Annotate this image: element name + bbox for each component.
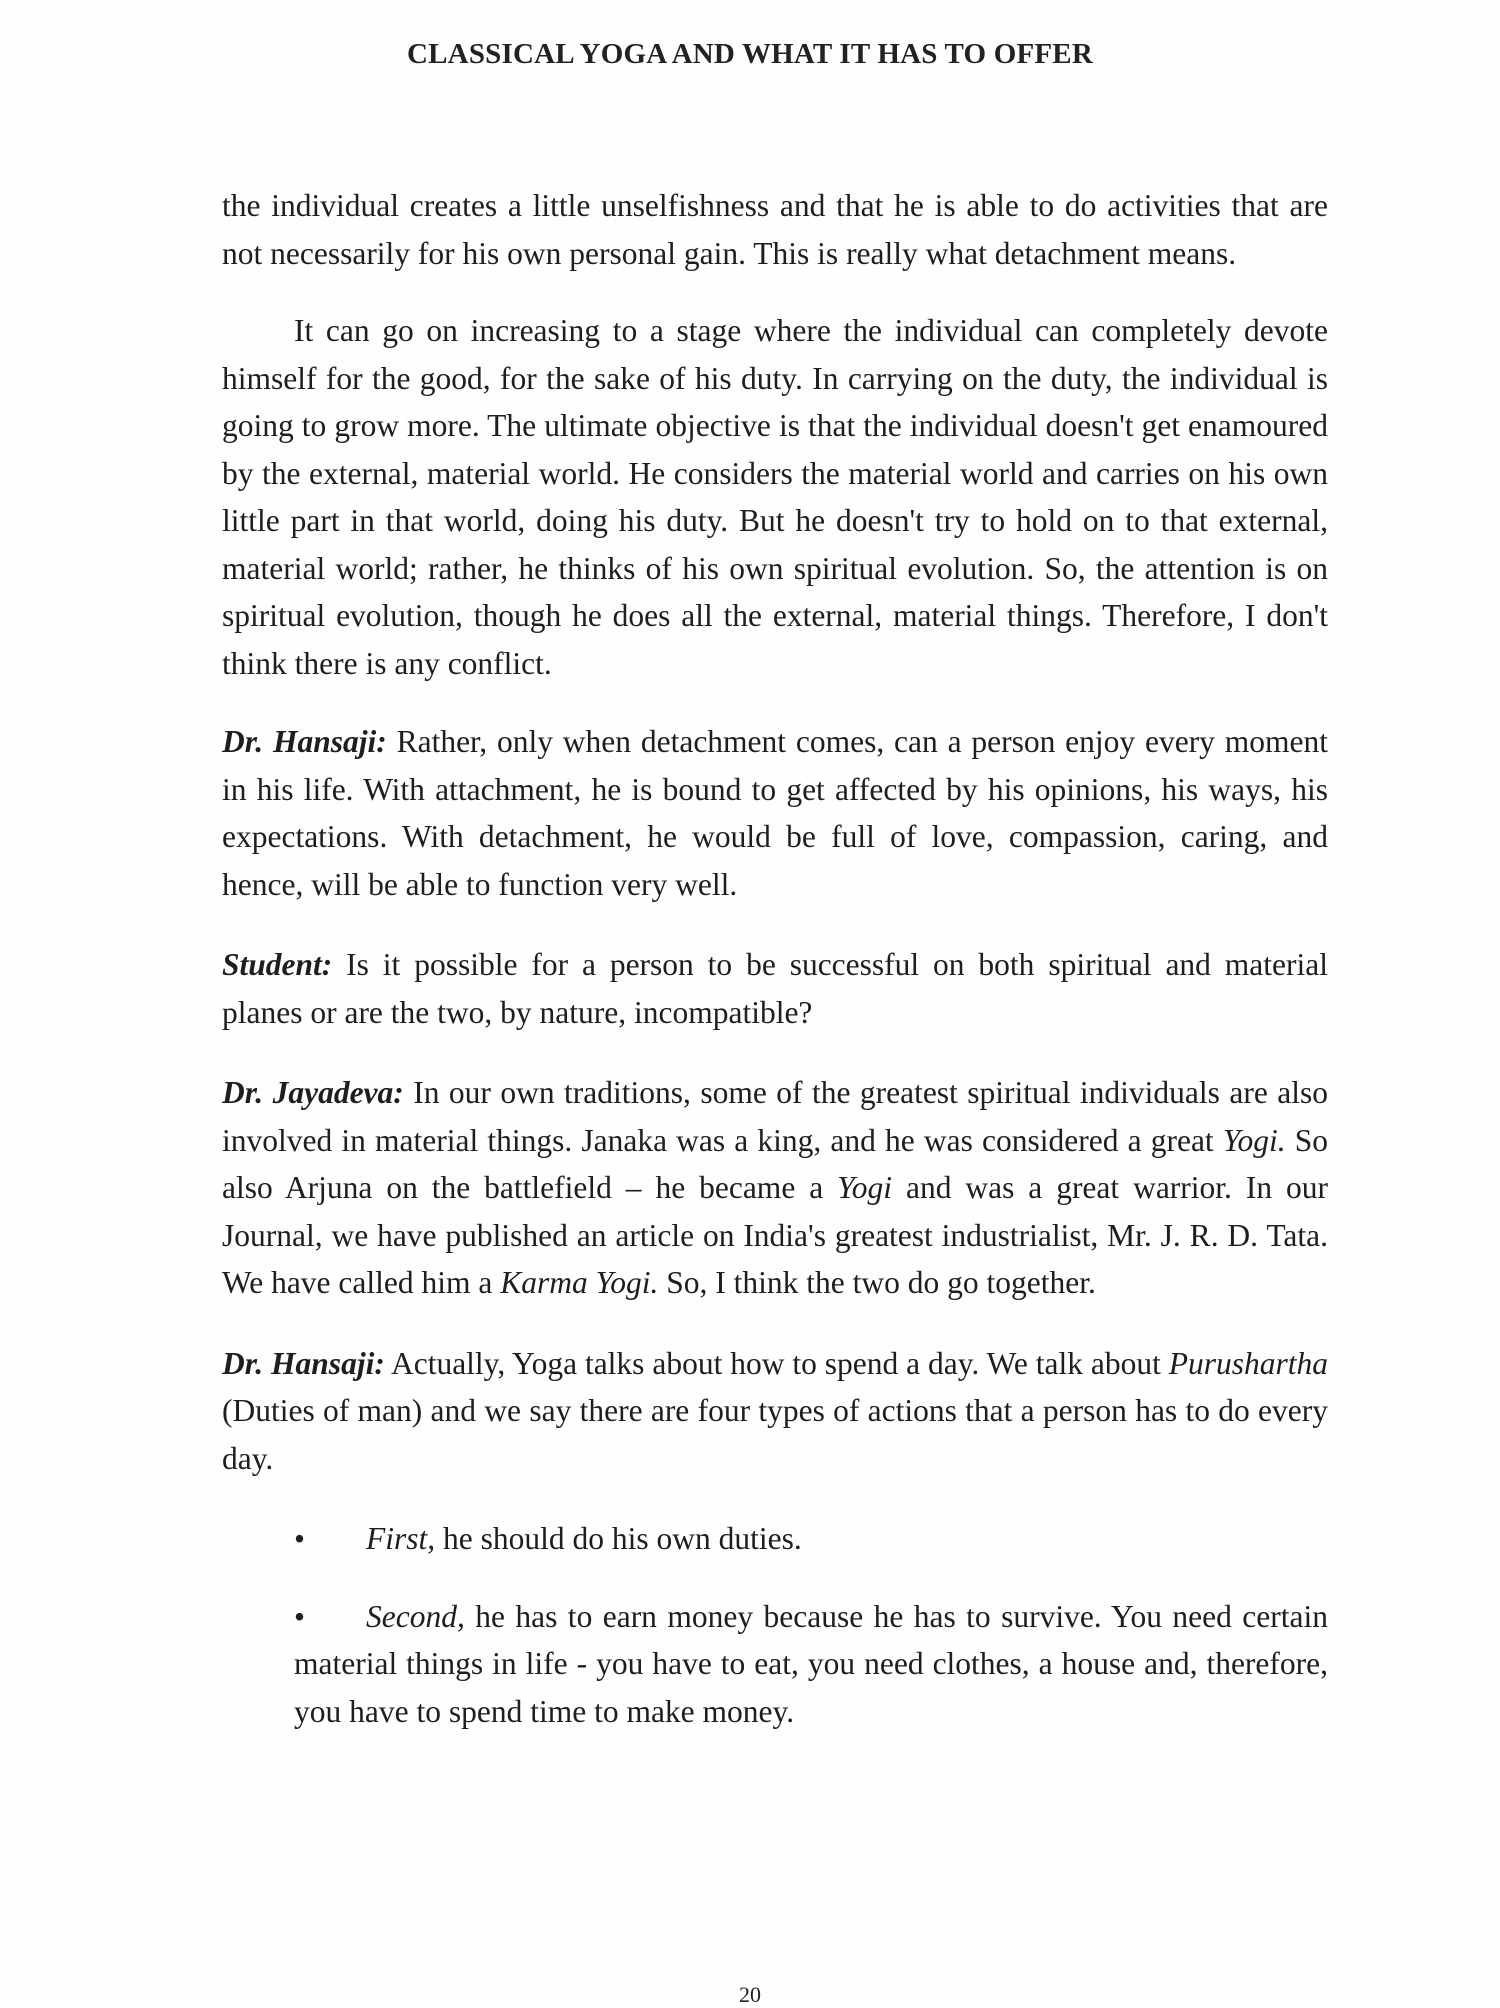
dialogue-text: and was a great warrior. In our Journal, we have published an article on India's greatest industrialist, Mr. J. R. D. Tata. We have called him a bbox=[222, 1170, 1328, 1300]
list-item bbox=[294, 1593, 1328, 1736]
dialogue-text: So also Arjuna on the battlefield – he became a bbox=[222, 1122, 1328, 1205]
running-head: CLASSICAL YOGA AND WHAT IT HAS TO OFFER bbox=[406, 38, 1093, 70]
speaker-label: Dr. Jayadeva: bbox=[222, 1075, 404, 1110]
bullet-list bbox=[294, 1515, 1328, 1735]
body-text bbox=[222, 182, 1328, 1765]
list-item-lead: Second, bbox=[366, 1598, 465, 1634]
dialogue-text: Is it possible for a person to be successful on both spiritual and material planes or are the two, by nature, incompatible? bbox=[222, 947, 1328, 1030]
page-number: 20 bbox=[739, 1982, 761, 2007]
paragraph-detachment: It can go on increasing to a stage where the individual can completely devote himself for the good, for the sake of his duty. In carrying on the duty, the individual is going to grow more. The ultimate objective is that the individual doesn't get enamoured by the external, material world. He considers the material world and carries on his own little part in that world, doing his duty. But he doesn't try to hold on to that external, material world; rather, he thinks of his own spiritual evolution. So, the attention is on spiritual evolution, though he does all the external, material things. Therefore, I don't think there is any conflict. bbox=[222, 313, 1328, 681]
dialogue-text: Actually, Yoga talks about how to spend a day. We talk about bbox=[384, 1345, 1169, 1381]
emphasis-term: Yogi. bbox=[1222, 1122, 1286, 1158]
dialogue-hansaji-1 bbox=[222, 718, 1328, 908]
dialogue-hansaji-2 bbox=[222, 1340, 1328, 1483]
speaker-label: Dr. Hansaji: bbox=[222, 1345, 385, 1381]
dialogue-text: In our own traditions, some of the greatest spiritual individuals are also involved in material things. Janaka was a king, and he was considered a great bbox=[222, 1075, 1328, 1158]
bullet-marker: • bbox=[294, 1521, 306, 1556]
dialogue-jayadeva bbox=[222, 1069, 1328, 1307]
dialogue-text: (Duties of man) and we say there are four types of actions that a person has to do every day. bbox=[222, 1393, 1328, 1476]
speaker-label: Student: bbox=[222, 947, 333, 982]
speaker-label: Dr. Hansaji: bbox=[222, 724, 387, 759]
emphasis-term: Yogi bbox=[837, 1170, 893, 1205]
list-item-text: he should do his own duties. bbox=[435, 1521, 802, 1556]
bullet-marker: • bbox=[294, 1598, 306, 1634]
dialogue-text: So, I think the two do go together. bbox=[658, 1265, 1096, 1300]
dialogue-text: Rather, only when detachment comes, can a person enjoy every moment in his life. With attachment, he is bound to get affected by his opinions, his ways, his expectations. With detachment, he would be full of love, compassion, caring, and hence, will be able to function very well. bbox=[222, 724, 1328, 902]
emphasis-term: Purushartha bbox=[1168, 1345, 1328, 1381]
dialogue-student bbox=[222, 941, 1328, 1036]
list-item-lead: First, bbox=[366, 1521, 436, 1556]
list-item bbox=[294, 1515, 1328, 1563]
paragraph-continuation: the individual creates a little unselfishness and that he is able to do activities that are not necessarily for his own personal gain. This is really what detachment means. bbox=[222, 188, 1328, 271]
list-item-text: he has to earn money because he has to survive. You need certain material things in life - you have to eat, you need clothes, a house and, therefore, you have to spend time to make money. bbox=[294, 1598, 1328, 1729]
emphasis-term: Karma Yogi. bbox=[500, 1265, 659, 1300]
